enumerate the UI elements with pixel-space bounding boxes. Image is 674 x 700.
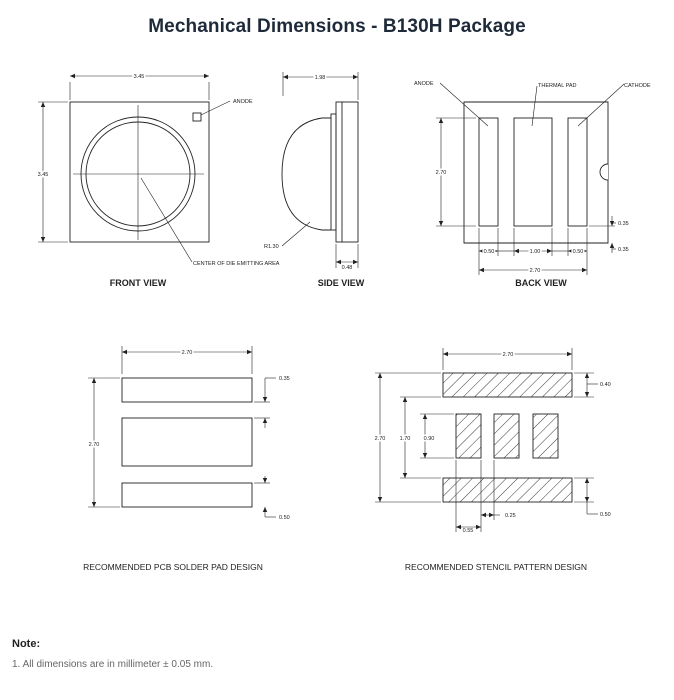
radius-leader bbox=[282, 222, 310, 246]
back-cathode-label: CATHODE bbox=[624, 83, 651, 89]
stencil-inner-label: 1.70 bbox=[399, 436, 411, 442]
back-view-caption: BACK VIEW bbox=[515, 278, 567, 288]
center-label: CENTER OF DIE EMITTING AREA bbox=[193, 261, 280, 267]
stencil-mid-center bbox=[494, 414, 519, 458]
pcb-height-label: 2.70 bbox=[88, 442, 100, 448]
stencil-top-label: 0.40 bbox=[600, 382, 611, 388]
stencil-outer-label: 2.70 bbox=[374, 436, 386, 442]
back-height-label: 2.70 bbox=[435, 170, 447, 176]
back-gap-bottom-label: 0.35 bbox=[618, 247, 629, 253]
page-title: Mechanical Dimensions - B130H Package bbox=[148, 16, 526, 37]
back-pad-a-label: 0.50 bbox=[483, 249, 495, 255]
note-title: Note: bbox=[12, 638, 41, 650]
pcb-top-pad-label: 0.35 bbox=[279, 376, 290, 382]
stencil-width-label: 2.70 bbox=[502, 352, 514, 358]
side-dome bbox=[282, 118, 331, 230]
side-base bbox=[336, 102, 358, 242]
stencil-bottom bbox=[443, 478, 572, 502]
side-width-label: 1.98 bbox=[314, 75, 326, 81]
stencil-caption: RECOMMENDED STENCIL PATTERN DESIGN bbox=[404, 562, 588, 572]
back-thermal-label: THERMAL PAD bbox=[538, 83, 577, 89]
back-notch bbox=[600, 164, 608, 180]
front-view bbox=[38, 76, 230, 262]
back-anode-pad bbox=[479, 118, 498, 226]
front-body bbox=[70, 102, 209, 242]
side-lip bbox=[331, 114, 336, 230]
note-item: 1. All dimensions are in millimeter ± 0.05 mm. bbox=[12, 659, 214, 670]
stencil-top bbox=[443, 373, 572, 397]
back-thermal-pad bbox=[514, 118, 552, 226]
anode-mark bbox=[193, 113, 201, 121]
back-cathode-pad bbox=[568, 118, 587, 226]
back-anode-label: ANODE bbox=[414, 81, 434, 87]
pcb-caption: RECOMMENDED PCB SOLDER PAD DESIGN bbox=[83, 562, 263, 572]
back-pad-c-label: 0.50 bbox=[572, 249, 584, 255]
front-height-label: 3.45 bbox=[37, 172, 49, 178]
back-body bbox=[464, 102, 608, 243]
pcb-pad-design bbox=[88, 346, 276, 517]
pcb-bottom-pad-label: 0.50 bbox=[279, 515, 290, 521]
center-leader bbox=[141, 178, 192, 262]
stencil-mid-right bbox=[533, 414, 558, 458]
stencil-mid-left bbox=[456, 414, 481, 458]
side-base-label: 0.48 bbox=[341, 265, 353, 271]
pcb-width-label: 2.70 bbox=[181, 350, 193, 356]
side-view-caption: SIDE VIEW bbox=[317, 278, 365, 288]
pcb-pad-middle bbox=[122, 418, 252, 466]
back-total-label: 2.70 bbox=[529, 268, 541, 274]
side-radius-label: R1.30 bbox=[264, 244, 279, 250]
pcb-pad-bottom bbox=[122, 483, 252, 507]
stencil-bottom-label: 0.50 bbox=[600, 512, 611, 518]
pcb-pad-top bbox=[122, 378, 252, 402]
back-pad-b-label: 1.00 bbox=[529, 249, 541, 255]
back-thermal-leader bbox=[532, 86, 537, 126]
stencil-gap-label: 0.25 bbox=[505, 513, 516, 519]
back-gap-top-label: 0.35 bbox=[618, 221, 629, 227]
stencil-mid-label: 0.90 bbox=[423, 436, 435, 442]
anode-label: ANODE bbox=[233, 99, 253, 105]
anode-leader bbox=[201, 101, 230, 115]
stencil-w1-label: 0.55 bbox=[462, 528, 474, 534]
side-view bbox=[282, 72, 358, 268]
front-width-label: 3.45 bbox=[133, 74, 145, 80]
back-view bbox=[436, 83, 624, 275]
front-view-caption: FRONT VIEW bbox=[109, 278, 167, 288]
back-cathode-leader bbox=[578, 84, 624, 126]
